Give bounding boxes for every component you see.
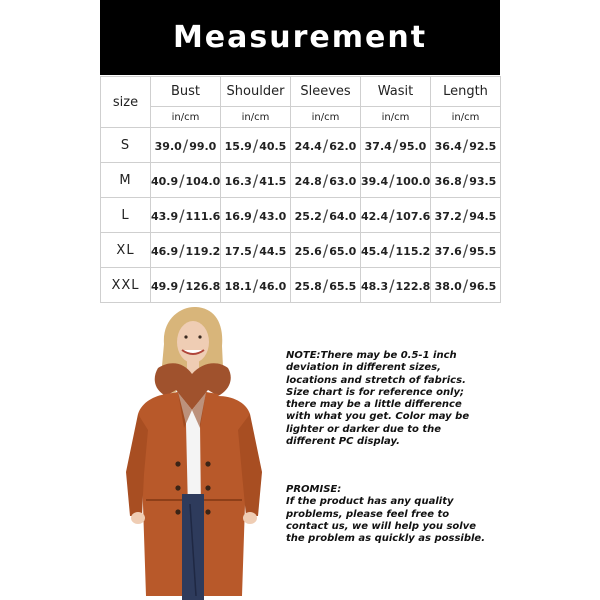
cell-sleeves — [291, 128, 361, 163]
table-row — [101, 128, 501, 163]
promise-heading: PROMISE: — [286, 484, 342, 495]
cell-shoulder — [221, 163, 291, 198]
unit-row — [101, 107, 501, 128]
unit-separator: / — [179, 205, 185, 225]
value-inch: 42.4 — [361, 209, 389, 223]
value-cm: 46.0 — [259, 279, 287, 293]
unit-separator: / — [322, 240, 329, 260]
unit-separator: / — [252, 240, 259, 260]
value-cm: 64.0 — [329, 209, 357, 223]
value-cm: 92.5 — [469, 139, 497, 153]
size-label: M — [101, 163, 151, 198]
unit-separator: / — [179, 240, 185, 260]
cell-bust — [151, 128, 221, 163]
cell-sleeves — [291, 268, 361, 303]
value-cm: 115.2 — [395, 244, 431, 258]
value-inch: 24.8 — [294, 174, 322, 188]
value-inch: 45.4 — [361, 244, 389, 258]
value-cm: 126.8 — [185, 279, 221, 293]
title-banner — [100, 0, 500, 75]
cell-length — [431, 163, 501, 198]
unit-separator: / — [252, 205, 259, 225]
value-cm: 65.0 — [329, 244, 357, 258]
unit-separator: / — [252, 275, 259, 295]
value-inch: 36.8 — [434, 174, 462, 188]
value-cm: 95.5 — [469, 244, 497, 258]
value-inch: 38.0 — [434, 279, 462, 293]
value-cm: 43.0 — [259, 209, 287, 223]
cell-length — [431, 128, 501, 163]
promise-text: If the product has any quality problems, please feel free to contact us, we will help you solve the problem as quickly as possible. — [286, 496, 485, 545]
cell-waist — [361, 233, 431, 268]
header-row — [101, 77, 501, 107]
cell-waist — [361, 163, 431, 198]
value-cm: 104.0 — [185, 174, 221, 188]
cell-shoulder — [221, 128, 291, 163]
unit-label: in/cm — [151, 107, 221, 128]
value-inch: 25.2 — [294, 209, 322, 223]
unit-separator: / — [462, 205, 469, 225]
value-inch: 39.0 — [154, 139, 182, 153]
size-chart-table — [100, 76, 501, 303]
value-inch: 37.4 — [364, 139, 392, 153]
cell-length — [431, 198, 501, 233]
cell-length — [431, 233, 501, 268]
value-cm: 96.5 — [469, 279, 497, 293]
value-cm: 63.0 — [329, 174, 357, 188]
unit-separator: / — [462, 135, 469, 155]
value-cm: 41.5 — [259, 174, 287, 188]
value-inch: 46.9 — [151, 244, 179, 258]
unit-separator: / — [252, 135, 259, 155]
unit-separator: / — [322, 205, 329, 225]
unit-separator: / — [389, 205, 395, 225]
unit-separator: / — [462, 170, 469, 190]
page-title: Measurement — [172, 20, 428, 55]
value-cm: 65.5 — [329, 279, 357, 293]
value-inch: 48.3 — [361, 279, 389, 293]
unit-separator: / — [179, 275, 185, 295]
value-inch: 36.4 — [434, 139, 462, 153]
value-inch: 17.5 — [224, 244, 252, 258]
unit-separator: / — [389, 275, 395, 295]
unit-separator: / — [322, 135, 329, 155]
cell-length — [431, 268, 501, 303]
value-inch: 18.1 — [224, 279, 252, 293]
value-cm: 40.5 — [259, 139, 287, 153]
cell-bust — [151, 163, 221, 198]
cell-waist — [361, 268, 431, 303]
cell-sleeves — [291, 233, 361, 268]
column-header-length: Length — [431, 77, 501, 107]
unit-separator: / — [462, 240, 469, 260]
coat-right — [200, 392, 250, 596]
size-note: NOTE:There may be 0.5-1 inch deviation in different sizes, locations and stretch of fabrics. Size chart is for reference only; there may be a little difference with what you get. Color may be lighter or darker due to the different PC display. — [286, 350, 470, 448]
value-inch: 43.9 — [151, 209, 179, 223]
table-row — [101, 268, 501, 303]
face — [177, 321, 209, 363]
value-cm: 95.0 — [399, 139, 427, 153]
column-header-bust: Bust — [151, 77, 221, 107]
value-cm: 107.6 — [395, 209, 431, 223]
cell-shoulder — [221, 233, 291, 268]
value-cm: 62.0 — [329, 139, 357, 153]
value-cm: 93.5 — [469, 174, 497, 188]
unit-separator: / — [462, 275, 469, 295]
unit-separator: / — [179, 170, 185, 190]
size-label: S — [101, 128, 151, 163]
unit-label: in/cm — [221, 107, 291, 128]
column-header-sleeves: Sleeves — [291, 77, 361, 107]
size-header: size — [101, 77, 151, 128]
cell-sleeves — [291, 198, 361, 233]
model-photo — [112, 304, 272, 600]
unit-separator: / — [322, 275, 329, 295]
value-cm: 94.5 — [469, 209, 497, 223]
promise-block — [286, 484, 486, 545]
column-header-shoulder: Shoulder — [221, 77, 291, 107]
column-header-waist: Wasit — [361, 77, 431, 107]
table-row — [101, 163, 501, 198]
value-cm: 99.0 — [189, 139, 217, 153]
unit-separator: / — [322, 170, 329, 190]
cell-shoulder — [221, 268, 291, 303]
value-inch: 25.8 — [294, 279, 322, 293]
value-cm: 111.6 — [185, 209, 221, 223]
unit-separator: / — [252, 170, 259, 190]
value-inch: 37.6 — [434, 244, 462, 258]
cell-waist — [361, 128, 431, 163]
cell-shoulder — [221, 198, 291, 233]
value-cm: 44.5 — [259, 244, 287, 258]
value-cm: 100.0 — [395, 174, 431, 188]
unit-label: in/cm — [431, 107, 501, 128]
value-inch: 40.9 — [151, 174, 179, 188]
unit-separator: / — [389, 170, 395, 190]
cell-bust — [151, 268, 221, 303]
unit-label: in/cm — [291, 107, 361, 128]
size-label: XXL — [101, 268, 151, 303]
value-inch: 24.4 — [294, 139, 322, 153]
size-label: L — [101, 198, 151, 233]
value-inch: 16.3 — [224, 174, 252, 188]
unit-separator: / — [392, 135, 399, 155]
value-cm: 119.2 — [185, 244, 221, 258]
value-inch: 16.9 — [224, 209, 252, 223]
cell-bust — [151, 233, 221, 268]
unit-label: in/cm — [361, 107, 431, 128]
size-label: XL — [101, 233, 151, 268]
value-inch: 49.9 — [151, 279, 179, 293]
unit-separator: / — [389, 240, 395, 260]
unit-separator: / — [182, 135, 189, 155]
cell-waist — [361, 198, 431, 233]
table-row — [101, 198, 501, 233]
value-inch: 39.4 — [361, 174, 389, 188]
cell-sleeves — [291, 163, 361, 198]
value-inch: 37.2 — [434, 209, 462, 223]
cell-bust — [151, 198, 221, 233]
value-cm: 122.8 — [395, 279, 431, 293]
value-inch: 25.6 — [294, 244, 322, 258]
value-inch: 15.9 — [224, 139, 252, 153]
table-row — [101, 233, 501, 268]
